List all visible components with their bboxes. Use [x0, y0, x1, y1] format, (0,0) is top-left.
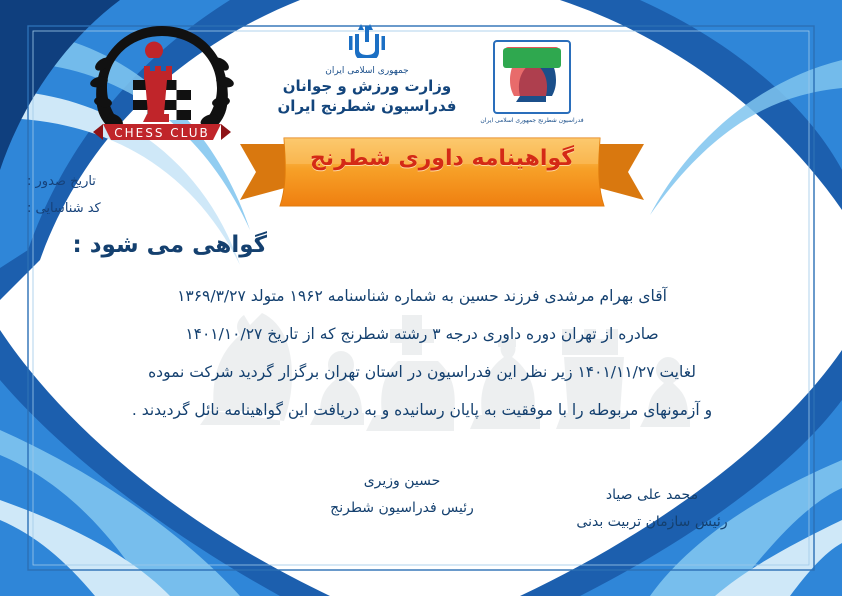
allah-emblem-icon: [262, 24, 472, 64]
body-line-2: صادره از تهران دوره داوری درجه ۳ رشته شطرنج که از تاریخ ۱۴۰۱/۱۰/۲۷: [185, 324, 659, 343]
emblem-caption: فدراسیون شطرنج جمهوری اسلامی ایران: [480, 117, 584, 124]
signature-title-organization: رئیس سازمان تربیت بدنی: [576, 513, 728, 530]
title-ribbon: [232, 130, 652, 225]
signature-organization: [537, 482, 767, 535]
ministry-line3: فدراسیون شطرنج ایران: [277, 97, 457, 115]
meta-fields: [27, 168, 212, 223]
body-line-3: لغایت ۱۴۰۱/۱۱/۲۷ زیر نظر این فدراسیون در استان تهران برگزار گردید شرکت نموده: [148, 362, 696, 381]
identification-code-field: کد شناسایی :: [27, 201, 101, 217]
signature-federation: [292, 468, 512, 521]
chess-club-laurel-icon: [77, 18, 247, 153]
ministry-line1: جمهوری اسلامی ایران: [325, 66, 409, 76]
knight-emblem-icon: [493, 40, 571, 114]
certificate-body: [62, 278, 782, 430]
signature-name-organization: محمد علی صیاد: [605, 487, 699, 503]
body-line-4: و آزمونهای مربوطه را با موفقیت به پایان رسانیده و به دریافت این گواهینامه نائل گردیدند .: [131, 400, 713, 419]
chess-club-badge: [77, 18, 247, 153]
issue-date-field: تاریخ صدور :: [27, 174, 96, 189]
body-line-1: آقای بهرام مرشدی فرزند حسین به شماره شناسنامه ۱۹۶۲ متولد ۱۳۶۹/۳/۲۷: [177, 287, 667, 305]
body-heading: گواهی می شود :: [72, 232, 267, 258]
svg-text:CHESS CLUB: CHESS CLUB: [114, 126, 210, 140]
ministry-line2: وزارت ورزش و جوانان: [282, 77, 452, 95]
signature-name-federation: حسین وزیری: [363, 473, 441, 489]
ministry-block: [262, 24, 472, 115]
certificate-title: گواهینامه داوری شطرنج: [309, 146, 575, 171]
signature-title-federation: رئیس فدراسیون شطرنج: [330, 499, 474, 516]
